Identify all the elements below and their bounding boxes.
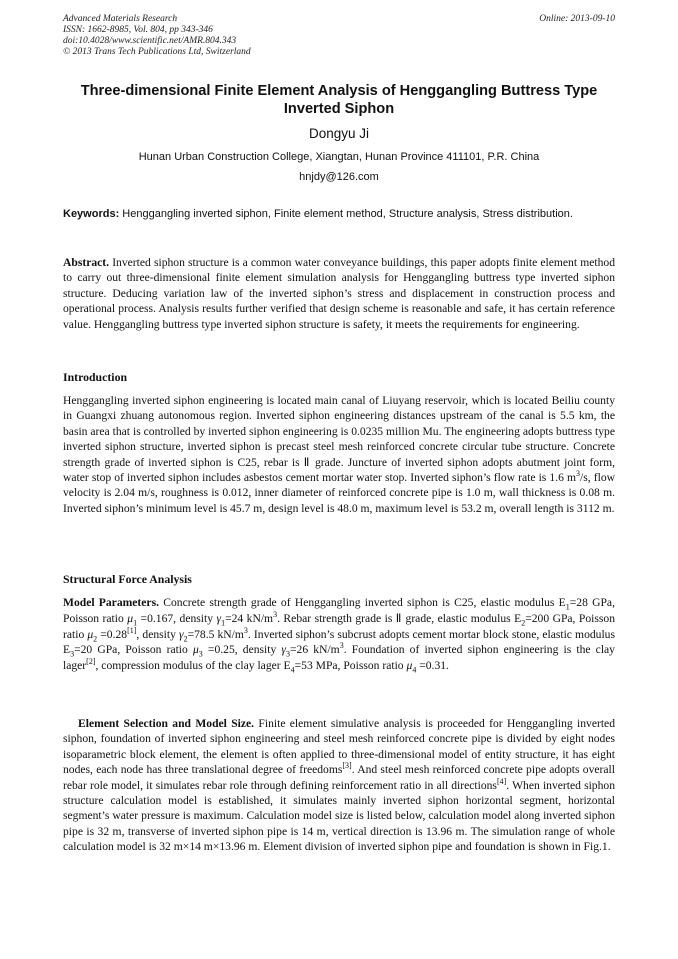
introduction-heading: Introduction [63, 370, 128, 384]
element-selection-label: Element Selection and Model Size. [78, 717, 255, 730]
author-affiliation: Hunan Urban Construction College, Xiangtan, Hunan Province 411101, P.R. China [138, 151, 540, 163]
abstract [63, 255, 615, 332]
keywords [63, 207, 615, 222]
doi-line: doi:10.4028/www.scientific.net/AMR.804.343 [63, 36, 237, 46]
author-email[interactable]: hnjdy@126.com [299, 171, 379, 183]
structural-heading: Structural Force Analysis [63, 572, 192, 586]
model-parameters-label: Model Parameters. [63, 596, 159, 609]
copyright-line: © 2013 Trans Tech Publications Ltd, Switzerland [63, 47, 251, 57]
model-parameters-paragraph: Model Parameters. Concrete strength grade of Henggangling inverted siphon is C25, elastic modulus $E_1=28$ GPa, Poisson ratio $\mu_1 =0.167$, density $\gamma_1=24$ $kN/m^3$. Rebar strength grade is Ⅱ grade, elastic modulus $E_2=200$ GPa, Poisson ratio $\mu_2 =0.28[1]$, density $\gamma_2=78.5$ $kN/m^3$. Inverted siphon’s subcrust adopts cement mortar block stone, elastic modulus $E_3=20$ GPa, Poisson ratio $\mu_3 =0.25$, density $\gamma_3=26$ $kN/m^3$. Foundation of inverted siphon engineering is the clay lager[2], compression modulus of the clay lager $E_4=53$ MPa, Poisson ratio $\mu_4 =0.31$. [63, 596, 615, 675]
journal-name: Advanced Materials Research [63, 14, 178, 24]
keywords-label: Keywords: [63, 208, 120, 220]
abstract-text: Inverted siphon structure is a common water conveyance buildings, this paper adopts finite element method to carry out three-dimensional finite element simulation analysis for Henggangling buttress type inverted siphon structure. Deducing variation law of the inverted siphon’s stress and displacement in construction process and operational process. Analysis results further verified that design scheme is reasonable and safe, it has certain reference value. Henggangling buttress type inverted siphon structure is safety, it meets the requirements for engineering. [63, 256, 615, 331]
abstract-label: Abstract. [63, 256, 110, 269]
keywords-text: Henggangling inverted siphon, Finite element method, Structure analysis, Stress distribution. [119, 208, 573, 220]
element-selection-paragraph: Element Selection and Model Size. Finite element simulative analysis is proceeded for Henggangling inverted siphon, foundation of inverted siphon engineering and steel mesh reinforced concrete pipe is divided by eight nodes isoparametric block element, the element is often applied to three-dimensional model of entity structure, it has eight nodes, each node has three translational degree of freedoms[3]. And steel mesh reinforced concrete pipe adopts overall rebar role model, it simulates rebar role through defining reinforcement ratio in all directions[4]. When inverted siphon structure calculation model is established, it simulates mainly inverted siphon horizontal segment, horizontal segment’s water pressure is maximum. Calculation model size is listed below, calculation model along inverted siphon pipe is 32 m, transverse of inverted siphon pipe is 14 m, vertical direction is 13.96 m. The simulation range of whole calculation model is 32 m×14 m×13.96 m. Element division of inverted siphon pipe and foundation is shown in Fig.1. [63, 717, 615, 854]
issn-line: ISSN: 1662-8985, Vol. 804, pp 343-346 [63, 25, 213, 35]
online-date: Online: 2013-09-10 [539, 14, 615, 24]
paper-title: Three-dimensional Finite Element Analysis of Henggangling Buttress Type Inverted Siphon [80, 83, 598, 117]
author-name: Dongyu Ji [308, 126, 370, 141]
introduction-paragraph: Henggangling inverted siphon engineering is located main canal of Liuyang reservoir, which is located Beiliu county in Guangxi zhuang autonomous region. Inverted siphon engineering distances upstream of the canal is 5.5 km, the basin area that is controlled by inverted siphon engineering is 0.0235 million Mu. The engineering adopts buttress type inverted siphon structure, inverted siphon is precast steel mesh reinforced concrete circular tube structure. Concrete strength grade of inverted siphon is C25, rebar is Ⅱ grade. Juncture of inverted siphon adopts abutment joint form, water stop of inverted siphon includes asbestos cement mortar water stop. Inverted siphon’s flow rate is 1.6 $m^3/s$, flow velocity is 2.04 m/s, roughness is 0.012, inner diameter of reinforced concrete pipe is 1.0 m, wall thickness is 0.08 m. Inverted siphon’s minimum level is 45.7 m, design level is 48.0 m, maximum level is 53.2 m, overall length is 3112 m. [63, 394, 616, 515]
journal-header [63, 14, 615, 58]
